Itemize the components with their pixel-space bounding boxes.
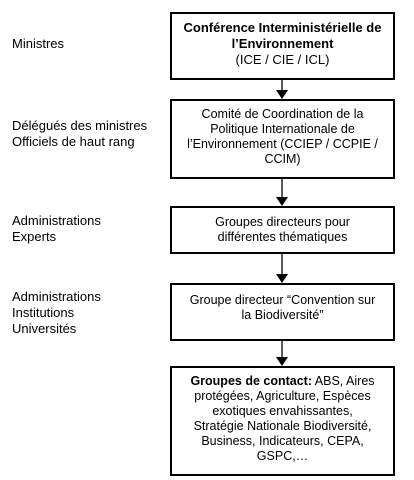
box-text-line: Stratégie Nationale Biodiversité, xyxy=(193,419,372,433)
level-label-administrations-institutions xyxy=(12,289,101,337)
box-text-line: différentes thématiques xyxy=(217,230,348,244)
level-label-ministers xyxy=(12,36,64,52)
level-label-line: Administrations xyxy=(12,213,101,228)
box-title-line: Conférence Interministérielle de xyxy=(183,20,382,35)
arrow-down-icon xyxy=(272,179,292,206)
box-first-line xyxy=(177,374,388,389)
arrow-down-icon xyxy=(272,254,292,283)
box-text-line: la Biodiversité” xyxy=(241,308,324,322)
box-text-line: Politique Internationale de xyxy=(210,122,355,136)
box-text-line: GSPC,… xyxy=(256,449,309,463)
box-text-line: exotiques envahissantes, xyxy=(212,404,353,418)
level-label-line: Officiels de haut rang xyxy=(12,134,135,149)
level-label-delegates xyxy=(12,118,147,150)
box-text-fragment: ABS, Aires xyxy=(312,374,375,388)
level-label-line: Délégués des ministres xyxy=(12,118,148,133)
box-contact-groups xyxy=(170,366,395,476)
level-label-line: Ministres xyxy=(12,36,65,51)
level-label-line: Universités xyxy=(12,321,77,336)
box-title-prefix: Groupes de contact: xyxy=(190,374,312,388)
level-label-line: Experts xyxy=(12,229,57,244)
arrow-down-icon xyxy=(272,80,292,99)
box-coordination-committee xyxy=(170,99,395,179)
level-label-line: Administrations xyxy=(12,289,101,304)
box-interministerial-conference xyxy=(170,12,395,80)
box-text-line: Business, Indicateurs, CEPA, xyxy=(201,434,364,448)
box-text-line: Comité de Coordination de la xyxy=(201,107,364,121)
box-text-line: Groupe directeur “Convention sur xyxy=(189,293,376,307)
box-steering-groups xyxy=(170,206,395,254)
box-title-line: l’Environnement xyxy=(231,36,334,51)
box-text-line: Groupes directeurs pour xyxy=(215,215,350,229)
box-text-line: l’Environnement (CCIEP / CCPIE / xyxy=(187,137,378,151)
level-label-line: Institutions xyxy=(12,305,75,320)
box-text-line: (ICE / CIE / ICL) xyxy=(235,52,330,67)
arrow-down-icon xyxy=(272,341,292,366)
box-biodiversity-steering-group xyxy=(170,283,395,341)
box-text-line: protégées, Agriculture, Espèces xyxy=(194,389,371,403)
level-label-administrations-experts xyxy=(12,213,101,245)
box-text-line: CCIM) xyxy=(264,152,301,166)
